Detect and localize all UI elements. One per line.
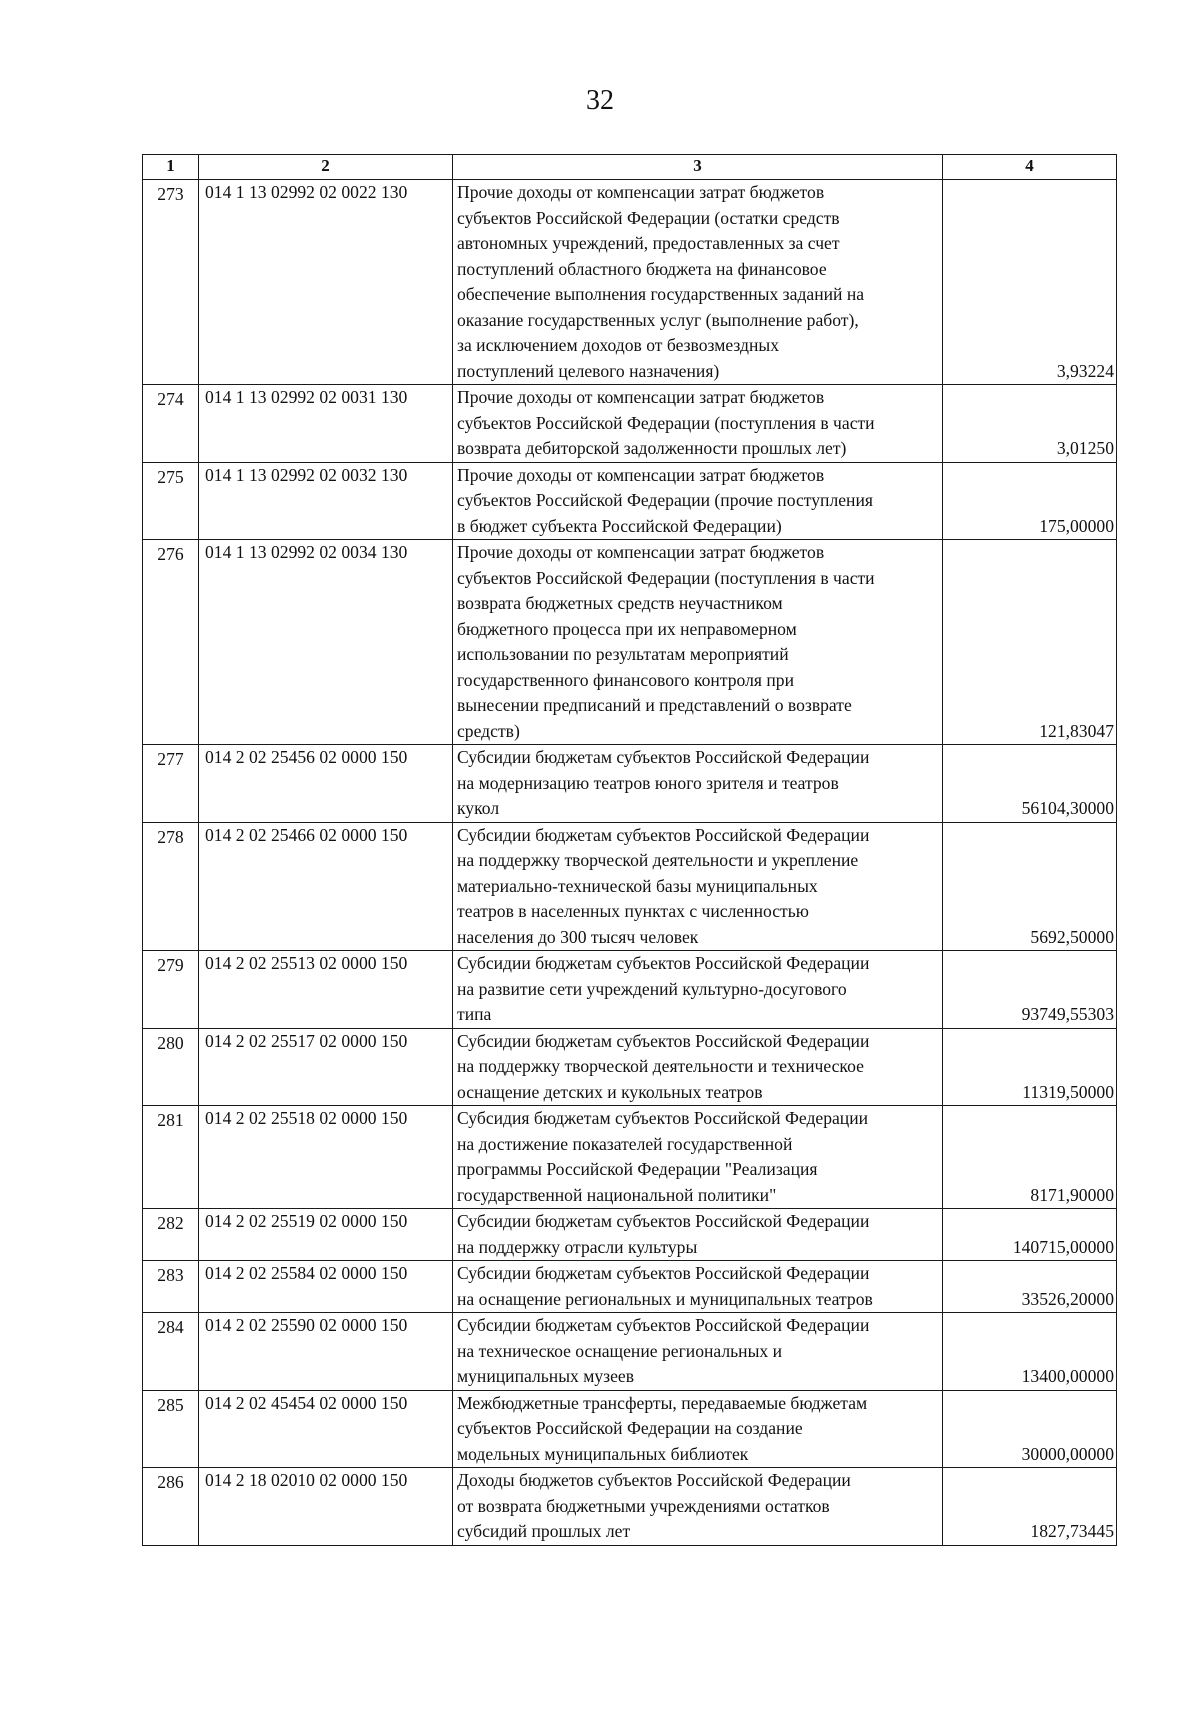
header-col-4: 4 (943, 155, 1117, 180)
header-col-2: 2 (199, 155, 453, 180)
description-line: Субсидии бюджетам субъектов Российской Федерации (457, 1263, 870, 1283)
revenue-code: 014 1 13 02992 02 0032 130 (199, 462, 453, 540)
description-line: от возврата бюджетными учреждениями остатков (457, 1495, 830, 1516)
description-line: на оснащение региональных и муниципальных театров (457, 1288, 873, 1309)
description-line: субъектов Российской Федерации (поступления в части (457, 412, 875, 433)
table-row (143, 822, 1117, 951)
revenue-code: 014 2 02 25584 02 0000 150 (199, 1261, 453, 1313)
amount: 1827,73445 (943, 1468, 1117, 1546)
description-line: государственного финансового контроля при (457, 669, 794, 690)
table-row (143, 1106, 1117, 1209)
table-body (143, 180, 1117, 1546)
revenue-code: 014 2 02 25517 02 0000 150 (199, 1028, 453, 1106)
description-line: в бюджет субъекта Российской Федерации) (457, 515, 782, 536)
description-line: обеспечение выполнения государственных заданий на (457, 284, 865, 304)
revenue-description (453, 1313, 943, 1391)
amount: 121,83047 (943, 540, 1117, 745)
revenue-code: 014 2 02 25466 02 0000 150 (199, 822, 453, 951)
revenue-description (453, 1261, 943, 1313)
description-line: модельных муниципальных библиотек (457, 1443, 749, 1464)
description-line: типа (457, 1004, 492, 1024)
revenue-code: 014 2 02 25519 02 0000 150 (199, 1209, 453, 1261)
header-row (143, 155, 1117, 180)
row-number: 279 (143, 951, 199, 1029)
description-line: на поддержку творческой деятельности и техническое (457, 1056, 864, 1076)
row-number: 283 (143, 1261, 199, 1313)
table-row (143, 540, 1117, 745)
description-line: государственной национальной политики" (457, 1184, 777, 1205)
description-line: Субсидии бюджетам субъектов Российской Федерации (457, 1030, 870, 1051)
revenue-description (453, 822, 943, 951)
description-line: Субсидии бюджетам субъектов Российской Федерации (457, 1315, 870, 1335)
revenue-code: 014 2 02 25456 02 0000 150 (199, 745, 453, 823)
table-row (143, 462, 1117, 540)
description-line: на достижение показателей государственной (457, 1133, 793, 1154)
description-line: вынесении предписаний и представлений о возврате (457, 695, 852, 715)
revenue-description (453, 385, 943, 463)
row-number: 277 (143, 745, 199, 823)
description-line: субъектов Российской Федерации (прочие поступления (457, 490, 873, 510)
table-row (143, 1261, 1117, 1313)
table-row (143, 745, 1117, 823)
description-line: оснащение детских и кукольных театров (457, 1081, 763, 1102)
revenue-description (453, 745, 943, 823)
revenue-description (453, 540, 943, 745)
amount: 3,01250 (943, 385, 1117, 463)
description-line: кукол (457, 798, 500, 818)
row-number: 282 (143, 1209, 199, 1261)
revenue-description (453, 180, 943, 385)
description-line: на развитие сети учреждений культурно-досугового (457, 978, 847, 999)
description-line: субъектов Российской Федерации (поступления в части (457, 567, 875, 588)
description-line: средств) (457, 720, 520, 741)
description-line: материально-технической базы муниципальных (457, 875, 818, 896)
page-number: 32 (586, 85, 614, 116)
row-number: 280 (143, 1028, 199, 1106)
description-line: Субсидия бюджетам субъектов Российской Федерации (457, 1108, 869, 1128)
revenue-description (453, 462, 943, 540)
description-line: использовании по результатам мероприятий (457, 644, 789, 664)
revenue-description (453, 1209, 943, 1261)
table-header (143, 155, 1117, 180)
amount: 33526,20000 (943, 1261, 1117, 1313)
amount: 5692,50000 (943, 822, 1117, 951)
amount: 30000,00000 (943, 1390, 1117, 1468)
description-line: бюджетного процесса при их неправомерном (457, 618, 797, 639)
description-line: населения до 300 тысяч человек (457, 926, 699, 947)
description-line: Субсидии бюджетам субъектов Российской Федерации (457, 747, 870, 767)
budget-table (142, 154, 1117, 1546)
row-number: 284 (143, 1313, 199, 1391)
revenue-code: 014 2 02 25518 02 0000 150 (199, 1106, 453, 1209)
row-number: 275 (143, 462, 199, 540)
description-line: Субсидии бюджетам субъектов Российской Федерации (457, 1211, 870, 1231)
description-line: поступлений областного бюджета на финансовое (457, 258, 827, 279)
table-row (143, 951, 1117, 1029)
description-line: поступлений целевого назначения) (457, 360, 720, 381)
revenue-code: 014 1 13 02992 02 0022 130 (199, 180, 453, 385)
description-line: Прочие доходы от компенсации затрат бюджетов (457, 387, 825, 407)
description-line: Межбюджетные трансферты, передаваемые бюджетам (457, 1392, 868, 1413)
amount: 3,93224 (943, 180, 1117, 385)
description-line: субъектов Российской Федерации на создание (457, 1418, 803, 1438)
description-line: театров в населенных пунктах с численностью (457, 901, 809, 921)
description-line: субъектов Российской Федерации (остатки средств (457, 207, 840, 228)
description-line: субсидий прошлых лет (457, 1521, 631, 1541)
row-number: 285 (143, 1390, 199, 1468)
header-col-3: 3 (453, 155, 943, 180)
revenue-description (453, 951, 943, 1029)
row-number: 274 (143, 385, 199, 463)
amount: 140715,00000 (943, 1209, 1117, 1261)
revenue-code: 014 1 13 02992 02 0031 130 (199, 385, 453, 463)
description-line: на техническое оснащение региональных и (457, 1340, 783, 1361)
description-line: на модернизацию театров юного зрителя и театров (457, 772, 839, 793)
revenue-code: 014 1 13 02992 02 0034 130 (199, 540, 453, 745)
revenue-description (453, 1028, 943, 1106)
revenue-description (453, 1390, 943, 1468)
revenue-code: 014 2 02 45454 02 0000 150 (199, 1390, 453, 1468)
row-number: 278 (143, 822, 199, 951)
table-row (143, 180, 1117, 385)
revenue-code: 014 2 02 25590 02 0000 150 (199, 1313, 453, 1391)
description-line: муниципальных музеев (457, 1366, 635, 1386)
amount: 175,00000 (943, 462, 1117, 540)
description-line: Субсидии бюджетам субъектов Российской Федерации (457, 953, 870, 973)
description-line: возврата дебиторской задолженности прошлых лет) (457, 438, 847, 458)
row-number: 281 (143, 1106, 199, 1209)
description-line: программы Российской Федерации "Реализация (457, 1159, 818, 1179)
description-line: Прочие доходы от компенсации затрат бюджетов (457, 542, 825, 562)
amount: 8171,90000 (943, 1106, 1117, 1209)
description-line: Прочие доходы от компенсации затрат бюджетов (457, 464, 825, 485)
table-row (143, 1468, 1117, 1546)
description-line: за исключением доходов от безвозмездных (457, 335, 779, 355)
revenue-description (453, 1106, 943, 1209)
description-line: на поддержку творческой деятельности и укрепление (457, 850, 859, 870)
revenue-code: 014 2 02 25513 02 0000 150 (199, 951, 453, 1029)
table-row (143, 385, 1117, 463)
amount: 11319,50000 (943, 1028, 1117, 1106)
description-line: на поддержку отрасли культуры (457, 1236, 698, 1257)
table-row (143, 1313, 1117, 1391)
revenue-code: 014 2 18 02010 02 0000 150 (199, 1468, 453, 1546)
description-line: Субсидии бюджетам субъектов Российской Федерации (457, 824, 870, 845)
description-line: оказание государственных услуг (выполнение работ), (457, 309, 859, 330)
table-row (143, 1390, 1117, 1468)
description-line: автономных учреждений, предоставленных за счет (457, 233, 840, 253)
table-row (143, 1209, 1117, 1261)
description-line: возврата бюджетных средств неучастником (457, 593, 783, 613)
row-number: 273 (143, 180, 199, 385)
table-row (143, 1028, 1117, 1106)
row-number: 276 (143, 540, 199, 745)
header-col-1: 1 (143, 155, 199, 180)
amount: 93749,55303 (943, 951, 1117, 1029)
description-line: Прочие доходы от компенсации затрат бюджетов (457, 182, 825, 202)
row-number: 286 (143, 1468, 199, 1546)
revenue-description (453, 1468, 943, 1546)
amount: 13400,00000 (943, 1313, 1117, 1391)
amount: 56104,30000 (943, 745, 1117, 823)
description-line: Доходы бюджетов субъектов Российской Федерации (457, 1470, 851, 1490)
